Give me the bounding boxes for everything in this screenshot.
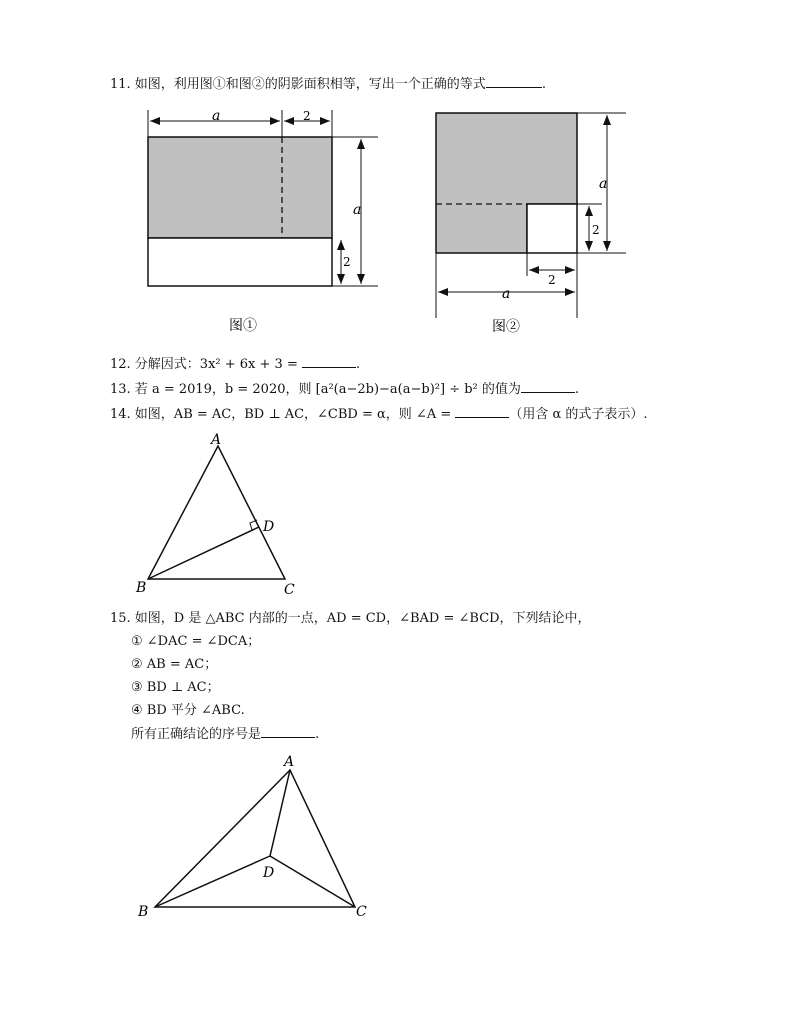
q13-end: . [574,382,580,397]
q15-point-A: A [284,754,295,770]
q15-point-B: B [138,904,149,920]
q15-stem: 15. 如图，D 是 △ABC 内部的一点，AD = CD，∠BAD = ∠BCD，下列结论中， [110,611,591,626]
q14-point-C: C [284,582,295,598]
fig1-label-2-top: 2 [303,109,311,123]
q11-stem: 11. 如图，利用图①和图②的阴影面积相等，写出一个正确的等式 [110,77,486,92]
q15-option-2: ② AB = AC； [131,657,218,672]
fig1-caption: 图① [229,318,257,334]
q14-point-D: D [263,519,275,535]
q13-stem: 13. 若 a = 2019，b = 2020，则 [a²(a−2b)−a(a−b)²] ÷ b² 的值为 [110,382,521,397]
q15-point-D: D [263,865,275,881]
q12-end: . [355,357,361,372]
q12-stem: 12. 分解因式：3x² + 6x + 3 = [110,357,298,372]
fig2-caption: 图② [492,319,520,335]
q14-tail: （用含 α 的式子表示）. [509,407,648,422]
fig2-label-a-bottom: a [502,286,511,302]
q15-end: . [315,727,320,742]
q11-end: . [541,77,546,92]
fig1-label-a-right: a [353,202,362,218]
fig2-label-a-right: a [599,176,608,192]
q15-point-C: C [356,904,367,920]
q15-prompt: 所有正确结论的序号是 [131,727,262,742]
q14-point-A: A [211,432,222,448]
q14-stem: 14. 如图，AB = AC，BD ⊥ AC，∠CBD = α，则 ∠A = [110,407,452,422]
fig1-label-a-top: a [212,108,221,124]
fig2-label-2-inner: 2 [592,223,600,237]
q15-option-1: ① ∠DAC = ∠DCA； [131,634,261,649]
q15-option-4: ④ BD 平分 ∠ABC. [131,703,245,718]
fig1-label-2-right: 2 [343,255,351,269]
q15-option-3: ③ BD ⊥ AC； [131,680,220,695]
fig2-label-2-bottom: 2 [548,273,556,287]
q14-point-B: B [136,580,147,596]
